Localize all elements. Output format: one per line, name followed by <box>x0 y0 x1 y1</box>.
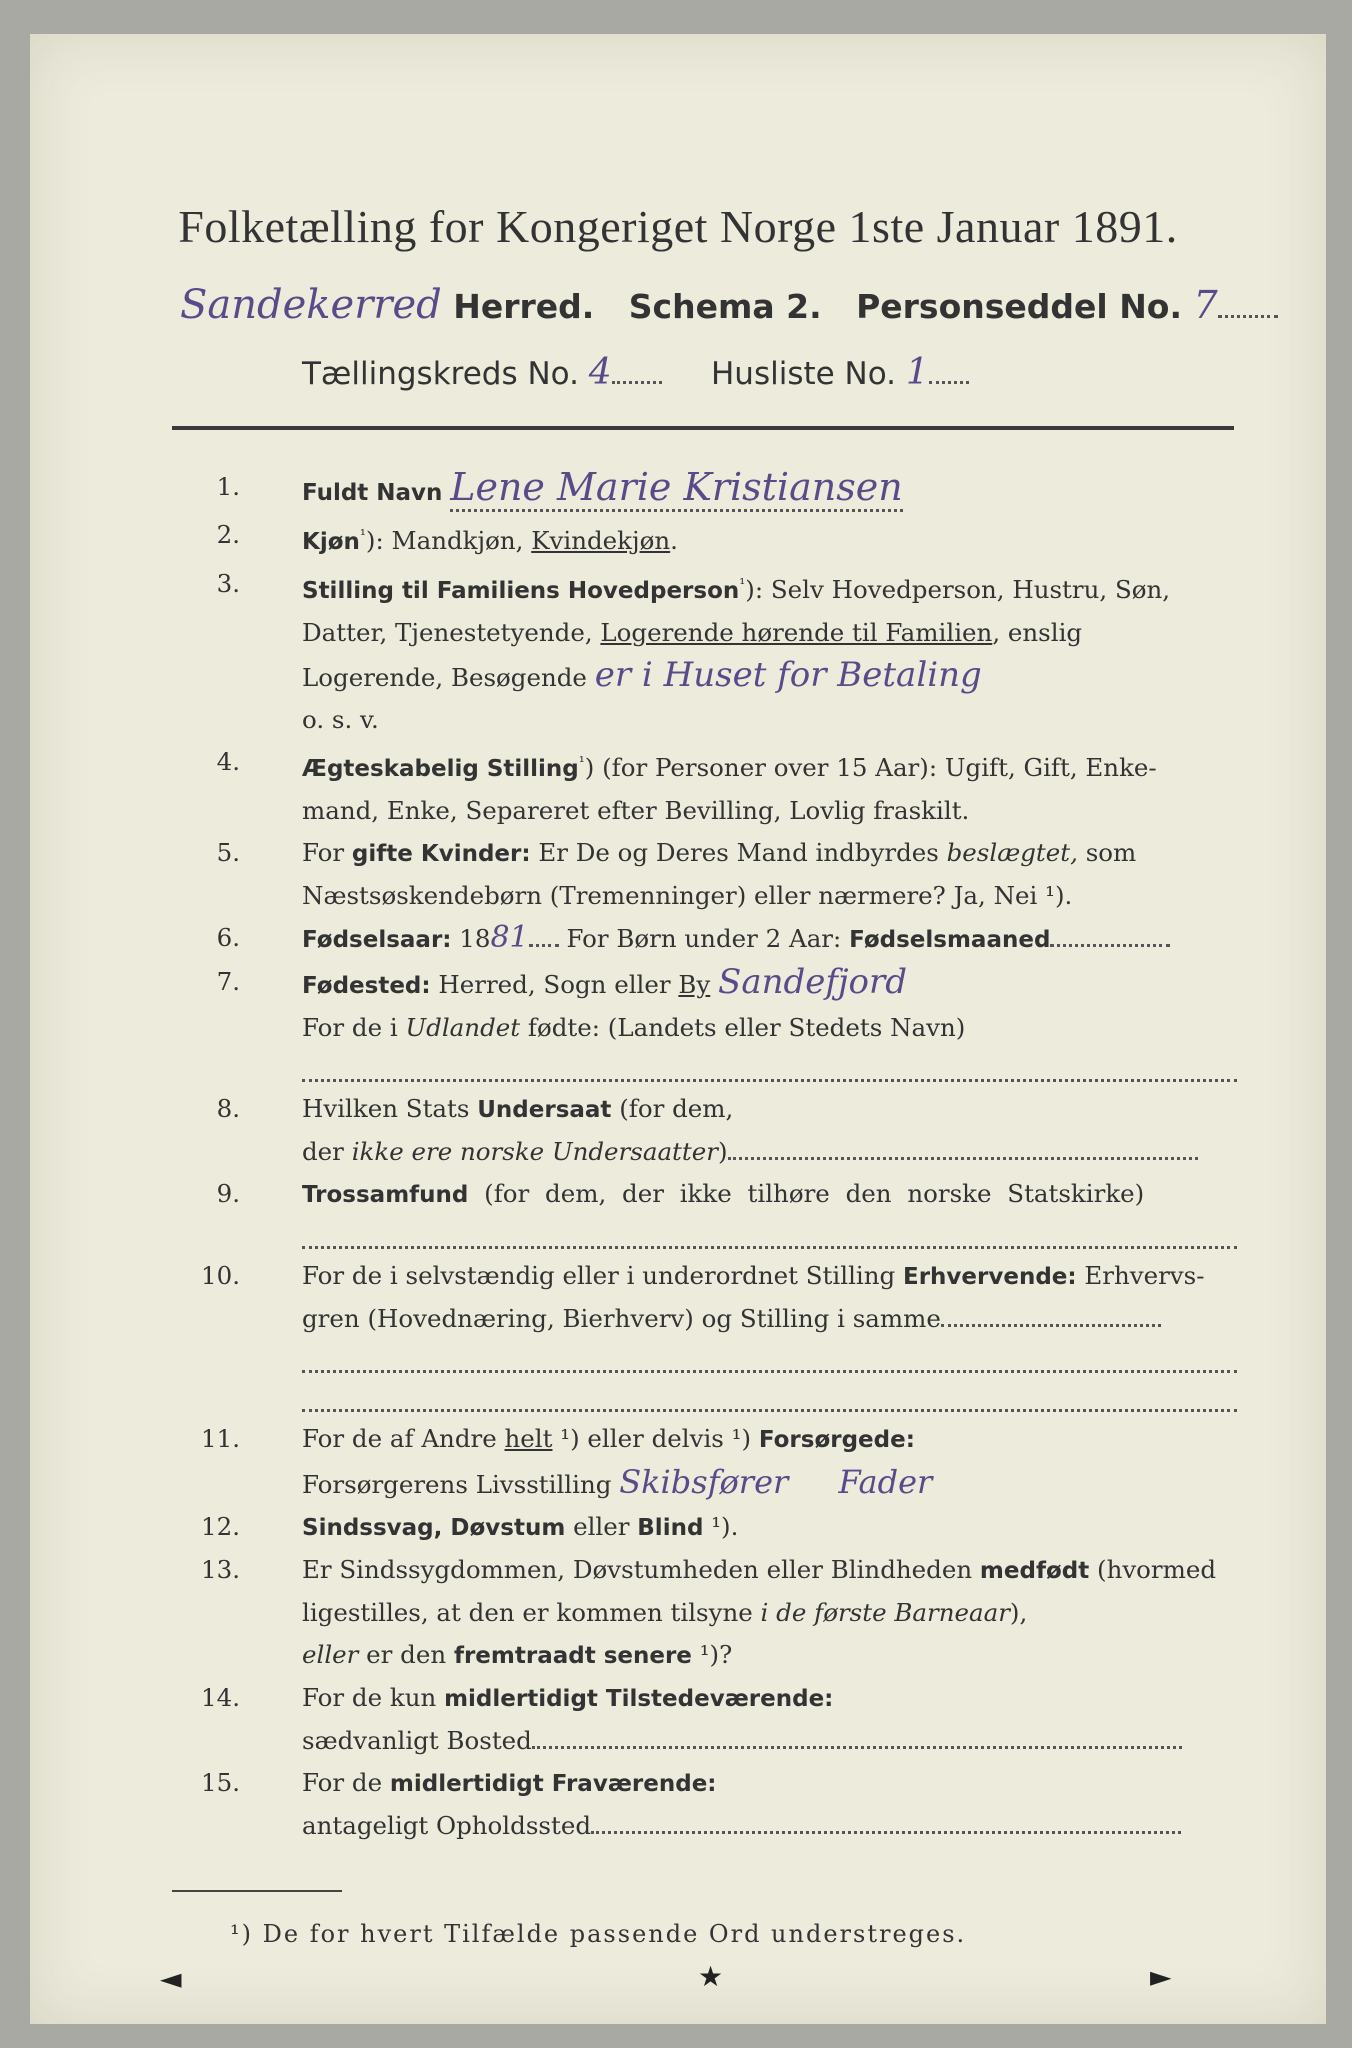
question-14: 14. For de kun midlertidigt Tilstedeværende: sædvanligt Bosted <box>302 1677 1237 1762</box>
census-form-page <box>30 34 1326 2024</box>
question-8: 8. Hvilken Stats Undersaat (for dem, der ikke ere norske Undersaatter) <box>302 1088 1237 1173</box>
question-4: 4. Ægteskabelig Stilling$^{^1}$) (for Personer over 15 Aar): Ugift, Gift, Enke- mand, Enke, Separeret efter Bevilling, Lovlig fraskilt. <box>216 747 1157 826</box>
header-row-herred <box>180 282 1240 328</box>
question-7: 7. Fødested: Herred, Sogn eller By Sandefjord For de i Udlandet fødte: (Landets eller Stedets Navn) <box>302 961 1237 1082</box>
personseddel-label: Personseddel No. <box>856 287 1183 326</box>
personseddel-handwritten: 7 <box>1193 283 1218 327</box>
q3-selected: Logerende hørende til Familien <box>600 618 993 648</box>
herred-handwritten: Sandekerred <box>180 282 442 328</box>
center-mark-icon: ★ <box>698 1960 724 1993</box>
q9-blank-line <box>302 1216 1237 1249</box>
q11-selected: helt <box>504 1424 553 1454</box>
header-divider <box>172 426 1234 430</box>
question-13: 13. Er Sindssygdommen, Døvstumheden eller Blindheden medfødt (hvormed ligestilles, at den er kommen tilsyne i de første Barneaar), eller er den fremtraadt senere ¹)? <box>201 1555 1217 1670</box>
question-11: 11. For de af Andre helt ¹) eller delvis ¹) Forsørgede: Forsørgerens Livsstilling Skibsfører Fader <box>201 1424 933 1502</box>
question-2: 2. Kjøn$^{^1}$): Mandkjøn, Kvindekjøn. <box>216 520 678 556</box>
question-3: 3. Stilling til Familiens Hovedperson$^{^1}$): Selv Hovedperson, Hustru, Søn, Datter, Tjenestetyende, Logerende hørende til Familien, enslig Logerende, Besøgende er i Huset for Betaling o. s. v. <box>216 569 1171 735</box>
corner-mark-right-icon: ► <box>1150 1960 1172 1993</box>
herred-label: Herred. <box>453 287 595 326</box>
question-5: 5. For gifte Kvinder: Er De og Deres Mand indbyrdes beslægtet, som Næstsøskendebørn (Tremenninger) eller nærmere? Ja, Nei ¹). <box>216 838 1137 911</box>
husliste-label: Husliste No. <box>710 356 897 392</box>
q6-year-handwritten: 81 <box>490 920 529 956</box>
footnote-divider <box>172 1890 342 1892</box>
question-1: 1. Fuldt Navn Lene Marie Kristiansen <box>302 466 1237 514</box>
form-title: Folketælling for Kongeriget Norge 1ste Januar 1891. <box>178 201 1178 252</box>
schema-label: Schema 2. <box>628 287 822 326</box>
q7-selected: By <box>678 970 711 1000</box>
footnote: ¹) De for hvert Tilfælde passende Ord understreges. <box>230 1920 967 1948</box>
kreds-label: Tællingskreds No. <box>302 356 579 392</box>
q7-answer-handwritten: Sandefjord <box>718 962 908 1003</box>
corner-mark-left-icon: ◄ <box>160 1962 182 1995</box>
question-10: 10. For de i selvstændig eller i underordnet Stilling Erhvervende: Erhvervs- gren (Hovednæring, Bierhverv) og Stilling i samme <box>302 1255 1237 1412</box>
q1-answer-handwritten: Lene Marie Kristiansen <box>450 465 902 512</box>
q10-blank-line-2 <box>302 1379 1237 1412</box>
kreds-handwritten: 4 <box>588 352 612 393</box>
q11-answer-handwritten: Skibsfører Fader <box>619 1463 933 1502</box>
q1-label: Fuldt Navn <box>302 480 443 506</box>
husliste-handwritten: 1 <box>905 352 929 393</box>
question-12: 12. Sindssvag, Døvstum eller Blind ¹). <box>201 1512 739 1542</box>
q2-selected: Kvindekjøn <box>531 526 671 556</box>
q3-answer-handwritten: er i Huset for Betaling <box>594 655 982 696</box>
q10-blank-line-1 <box>302 1340 1237 1373</box>
question-9: 9. Trossamfund (for dem, der ikke tilhøre den norske Statskirke) <box>302 1173 1237 1249</box>
question-6: 6. Fødselsaar: 1881 For Børn under 2 Aar: Fødselsmaaned <box>302 917 1237 961</box>
q7-blank-line <box>302 1049 1237 1082</box>
questions-list <box>30 464 1326 1847</box>
header-row-kreds <box>302 352 1202 393</box>
question-15: 15. For de midlertidigt Fraværende: antageligt Opholdssted <box>302 1762 1237 1847</box>
